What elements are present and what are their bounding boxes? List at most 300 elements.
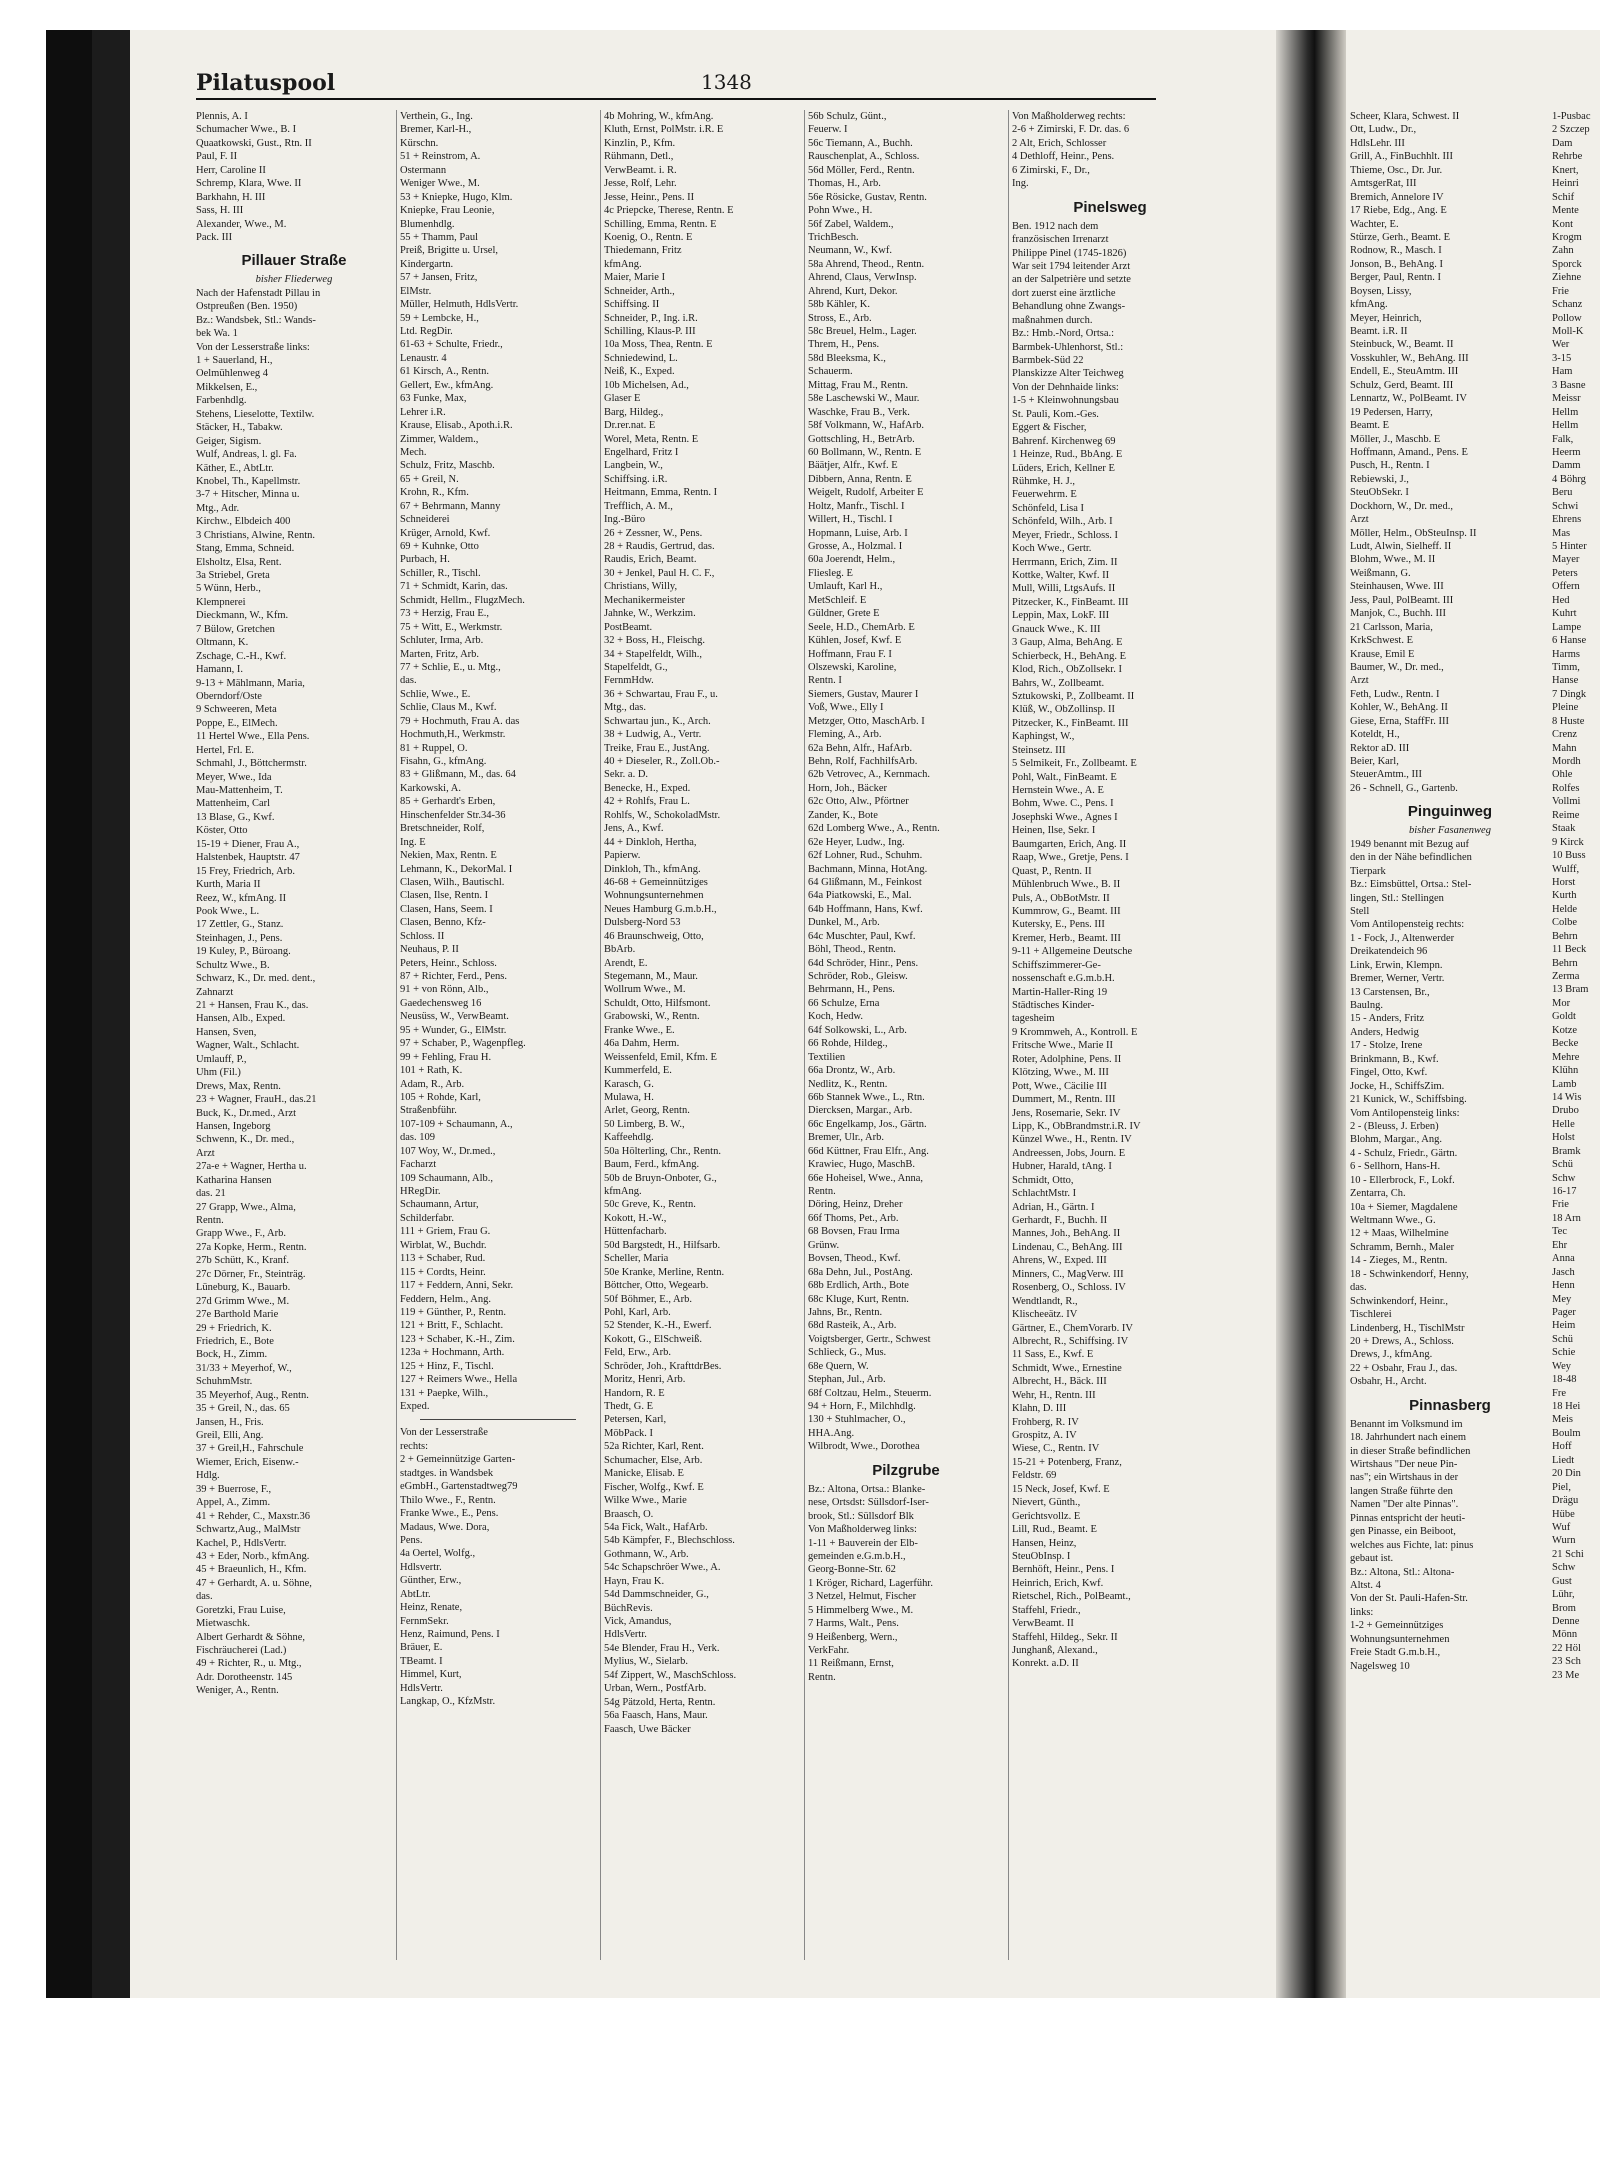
directory-entry: 4 - Schulz, Friedr., Gärtn. — [1350, 1147, 1458, 1159]
directory-entry: Peters — [1552, 567, 1578, 579]
directory-entry: 47 + Gerhardt, A. u. Söhne, — [196, 1577, 312, 1589]
directory-entry: Müller, Helmuth, HdlsVertr. — [400, 299, 519, 311]
directory-entry: lingen, Stl.: Stellingen — [1350, 892, 1444, 904]
directory-entry: 27a-e + Wagner, Hertha u. — [196, 1161, 307, 1173]
directory-entry: Steinhausen, Wwe. III — [1350, 581, 1444, 593]
directory-entry: Wey — [1552, 1360, 1571, 1372]
directory-entry: 20 + Drews, A., Schloss. — [1350, 1335, 1454, 1347]
directory-entry: VerwBeamt. II — [1012, 1618, 1074, 1630]
directory-entry: Kniepke, Frau Leonie, — [400, 205, 495, 217]
directory-entry: Schlie, Wwe., E. — [400, 688, 471, 700]
directory-entry: 67 + Behrmann, Manny — [400, 500, 501, 512]
directory-entry: 2 Szczep — [1552, 124, 1590, 136]
directory-entry: Krause, Emil E — [1350, 648, 1415, 660]
directory-entry: Kachel, P., HdlsVertr. — [196, 1537, 287, 1549]
directory-entry: Mull, Willi, LtgsAufs. II — [1012, 583, 1116, 595]
directory-entry: Lamb — [1552, 1078, 1577, 1090]
directory-entry: Steinsetz. III — [1012, 744, 1066, 756]
directory-entry: Mech. — [400, 446, 427, 458]
directory-entry: welches aus Fichte, lat: pinus — [1350, 1539, 1474, 1551]
directory-entry: Mönn — [1552, 1629, 1578, 1641]
directory-entry: 43 + Eder, Norb., kfmAng. — [196, 1550, 310, 1562]
directory-entry: 50f Böhmer, E., Arb. — [604, 1293, 692, 1305]
directory-entry: gen Pinasse, ein Beiboot, — [1350, 1526, 1456, 1538]
directory-entry: Staffehl, Hildeg., Sekr. II — [1012, 1631, 1118, 1643]
directory-entry: eGmbH., Gartenstadtweg79 — [400, 1481, 518, 1493]
directory-entry: 7 Bülow, Gretchen — [196, 623, 275, 635]
directory-entry: 3-7 + Hitscher, Minna u. — [196, 489, 300, 501]
directory-entry: das. — [196, 1591, 213, 1603]
directory-entry: 66e Hoheisel, Wwe., Anna, — [808, 1172, 923, 1184]
directory-entry: Pohn Wwe., H. — [808, 205, 873, 217]
directory-entry: 4 Böhrg — [1552, 473, 1586, 485]
directory-entry: Schlie, Claus M., Kwf. — [400, 702, 497, 714]
directory-entry: 131 + Paepke, Wilh., — [400, 1387, 489, 1399]
directory-entry: Neusüss, W., VerwBeamt. — [400, 1011, 509, 1023]
directory-entry: 17 Riebe, Edg., Ang. E — [1350, 205, 1447, 217]
directory-entry: Schröder, Joh., KrafttdrBes. — [604, 1360, 722, 1372]
directory-entry: Nievert, Günth., — [1012, 1497, 1081, 1509]
directory-entry: 9-11 + Allgemeine Deutsche — [1012, 946, 1133, 958]
directory-entry: Schw — [1552, 1562, 1576, 1574]
directory-entry: Weißmann, G. — [1350, 567, 1411, 579]
directory-entry: SteuObSekr. I — [1350, 487, 1409, 499]
directory-entry: 10b Michelsen, Ad., — [604, 379, 689, 391]
directory-entry: 4b Mohring, W., kfmAng. — [604, 111, 714, 122]
directory-entry: Hernstein Wwe., A. E — [1012, 785, 1104, 796]
directory-entry: Pager — [1552, 1306, 1576, 1318]
directory-entry: Benannt im Volksmund im — [1350, 1418, 1463, 1430]
directory-entry: Rietschel, Rich., PolBeamt., — [1012, 1591, 1131, 1603]
directory-entry: 105 + Rohde, Karl, — [400, 1091, 481, 1103]
directory-entry: Schneider, P., Ing. i.R. — [604, 312, 698, 324]
directory-entry: Köster, Otto — [196, 825, 248, 837]
directory-entry: Ing.-Büro — [604, 514, 646, 526]
directory-entry: 62a Behn, Alfr., HafArb. — [808, 742, 913, 754]
directory-entry: Gaedechensweg 16 — [400, 997, 482, 1009]
directory-entry: das. — [1350, 1282, 1367, 1294]
directory-entry: 27b Schütt, K., Kranf. — [196, 1255, 290, 1267]
directory-entry: Barmbek-Süd 22 — [1012, 355, 1084, 366]
directory-entry: Pusch, H., Rentn. I — [1350, 460, 1430, 472]
directory-entry: Buck, K., Dr.med., Arzt — [196, 1107, 297, 1119]
directory-entry: 21 Carlsson, Maria, — [1350, 621, 1433, 633]
directory-entry: 56a Faasch, Hans, Maur. — [604, 1710, 708, 1722]
directory-entry: Lampe — [1552, 621, 1582, 633]
directory-entry: Mahn — [1552, 742, 1577, 754]
directory-entry: 3 Gaup, Alma, BehAng. E — [1012, 637, 1123, 649]
directory-entry: Dreikatendeich 96 — [1350, 946, 1428, 958]
directory-entry: 27 Grapp, Wwe., Alma, — [196, 1201, 296, 1213]
directory-entry: 11 Hertel Wwe., Ella Pens. — [196, 731, 310, 743]
directory-entry: Oltmann, K. — [196, 637, 249, 649]
directory-entry: 73 + Herzig, Frau E., — [400, 608, 490, 620]
directory-entry: Trefflich, A. M., — [604, 500, 673, 512]
directory-entry: 66f Thoms, Pet., Arb. — [808, 1212, 899, 1224]
directory-entry: 9 Kirck — [1552, 836, 1584, 848]
directory-entry: Himmel, Kurt, — [400, 1669, 462, 1681]
directory-entry: Krogm — [1552, 231, 1582, 243]
directory-entry: 17 Zettler, G., Stanz. — [196, 919, 284, 931]
directory-entry: 56c Tiemann, A., Buchh. — [808, 137, 913, 149]
directory-entry: Bz.: Hmb.-Nord, Ortsa.: — [1012, 328, 1115, 340]
directory-entry: Farbenhdlg. — [196, 395, 247, 407]
directory-entry: Staffehl, Friedr., — [1012, 1604, 1081, 1616]
directory-entry: 18. Jahrhundert nach einem — [1350, 1432, 1467, 1444]
directory-entry: rechts: — [400, 1440, 428, 1452]
directory-entry: 2-6 + Zimirski, F. Dr. das. 6 — [1012, 124, 1130, 136]
directory-entry: VerwBeamt. i. R. — [604, 164, 677, 176]
facing-page-column — [1350, 110, 1550, 1980]
directory-entry: Rodnow, R., Masch. I — [1350, 245, 1442, 257]
directory-entry: 15 - Anders, Fritz — [1350, 1013, 1425, 1025]
directory-entry: 66 Rohde, Hildeg., — [808, 1038, 888, 1050]
directory-entry: Helle — [1552, 1118, 1575, 1130]
directory-entry: Schilling, Klaus-P. III — [604, 326, 696, 337]
directory-entry: Döring, Heinz, Dreher — [808, 1199, 903, 1211]
directory-entry: 13 Carstensen, Br., — [1350, 986, 1430, 998]
directory-entry: Pinnas entspricht der heuti- — [1350, 1512, 1466, 1524]
directory-entry: 66 Schulze, Erna — [808, 997, 880, 1009]
directory-entry: Mühlenbruch Wwe., B. II — [1012, 879, 1121, 891]
directory-entry: Meyer, Friedr., Schloss. I — [1012, 529, 1119, 541]
directory-entry: Clasen, Ilse, Rentn. I — [400, 890, 489, 902]
directory-entry: Josephski Wwe., Agnes I — [1012, 811, 1118, 823]
directory-entry: 22 Höl — [1552, 1642, 1581, 1654]
directory-entry: 3-15 — [1552, 352, 1572, 364]
directory-entry: 54g Pätzold, Herta, Rentn. — [604, 1696, 716, 1708]
directory-entry: Gnauck Wwe., K. III — [1012, 623, 1101, 635]
directory-entry: 68b Erdlich, Arth., Bote — [808, 1280, 909, 1292]
street-former-name: bisher Fasanenweg — [1409, 825, 1491, 837]
directory-entry: Wulff, — [1552, 863, 1580, 875]
directory-entry: 4c Priepcke, Therese, Rentn. E — [604, 205, 734, 217]
directory-entry: Nedlitz, K., Rentn. — [808, 1078, 888, 1090]
directory-entry: Purbach, H. — [400, 554, 450, 566]
directory-entry: Zimmer, Waldem., — [400, 433, 479, 445]
directory-entry: Planskizze Alter Teichweg — [1012, 368, 1124, 380]
directory-entry: Neiß, K., Exped. — [604, 366, 675, 378]
column-divider — [1008, 110, 1009, 1960]
directory-entry: Benecke, H., Exped. — [604, 782, 691, 794]
directory-entry: Schie — [1552, 1347, 1576, 1359]
directory-entry: Thilo Wwe., F., Rentn. — [400, 1494, 496, 1506]
directory-entry: Kirchw., Elbdeich 400 — [196, 516, 291, 528]
directory-entry: Ahrend, Kurt, Dekor. — [808, 285, 898, 297]
directory-entry: Hayn, Frau K. — [604, 1575, 665, 1587]
directory-entry: Puls, A., ObBotMstr. II — [1012, 892, 1110, 904]
directory-entry: 77 + Schlie, E., u. Mtg., — [400, 661, 501, 673]
directory-entry: Pollow — [1552, 312, 1582, 324]
directory-entry: Dinkloh, Th., kfmAng. — [604, 863, 701, 875]
directory-entry: kfmAng. — [604, 258, 642, 270]
directory-entry: Schlieck, G., Mus. — [808, 1347, 887, 1359]
directory-entry: Holst — [1552, 1132, 1575, 1144]
directory-entry: 51 + Reinstrom, A. — [400, 151, 481, 163]
directory-entry: Jesse, Rolf, Lehr. — [604, 178, 677, 190]
directory-entry: Möller, J., Maschb. E — [1350, 433, 1441, 445]
directory-entry: Stäcker, H., Tabakw. — [196, 422, 283, 434]
directory-entry: BbArb. — [604, 944, 636, 956]
directory-entry: das. 21 — [196, 1188, 226, 1200]
directory-entry: Pens. — [400, 1534, 423, 1546]
directory-entry: Freie Stadt G.m.b.H., — [1350, 1647, 1441, 1659]
directory-entry: 3a Striebel, Greta — [196, 570, 270, 581]
directory-entry: Frie — [1552, 285, 1569, 297]
directory-entry: Schumacher Wwe., B. I — [196, 124, 297, 136]
directory-entry: dort zuerst eine ärztliche — [1012, 287, 1116, 299]
directory-entry: Albert Gerhardt & Söhne, — [196, 1631, 306, 1643]
directory-entry: Barkhahn, H. III — [196, 191, 266, 203]
directory-entry: Rehrbe — [1552, 151, 1583, 163]
directory-entry: brook, Stl.: Süllsdorf Blk — [808, 1510, 914, 1522]
directory-entry: Stephan, Jul., Arb. — [808, 1374, 886, 1386]
column-divider — [600, 110, 601, 1960]
directory-entry: Scheller, Maria — [604, 1253, 669, 1265]
directory-entry: Krause, Elisab., Apoth.i.R. — [400, 420, 513, 432]
directory-entry: Arendt, E. — [604, 957, 648, 969]
street-heading: Pinnasberg — [1409, 1396, 1491, 1414]
directory-entry: Staak — [1552, 823, 1576, 835]
directory-entry: Ziehne — [1552, 272, 1582, 284]
directory-entry: 5 Hinter — [1552, 541, 1587, 552]
directory-entry: 50b de Bruyn-Onboter, G., — [604, 1172, 717, 1184]
directory-entry: 1-Pusbac — [1552, 111, 1591, 122]
directory-entry: 6 Zimirski, F., Dr., — [1012, 164, 1090, 176]
directory-entry: 109 Schaumann, Alb., — [400, 1172, 494, 1184]
directory-entry: Anders, Hedwig — [1350, 1026, 1419, 1038]
directory-entry: Langkap, O., KfzMstr. — [400, 1696, 496, 1708]
directory-entry: 19 Kuley, P., Büroang. — [196, 946, 291, 958]
directory-entry: 65 + Greil, N. — [400, 473, 459, 485]
directory-entry: HRegDir. — [400, 1186, 441, 1197]
directory-entry: Albrecht, H., Bäck. III — [1012, 1376, 1107, 1388]
directory-entry: 101 + Rath, K. — [400, 1065, 463, 1077]
directory-entry: Heinri — [1552, 178, 1579, 190]
directory-entry: Siemers, Gustav, Maurer I — [808, 688, 919, 700]
directory-entry: Denne — [1552, 1616, 1580, 1627]
directory-entry: Facharzt — [400, 1159, 437, 1171]
directory-entry: Rebiewski, J., — [1350, 473, 1409, 485]
directory-entry: Schw — [1552, 1172, 1576, 1184]
directory-entry: Goldt — [1552, 1011, 1576, 1023]
directory-entry: 7 Dingk — [1552, 688, 1587, 700]
directory-entry: 58f Volkmann, W., HafArb. — [808, 420, 924, 432]
directory-entry: Vosskuhler, W., BehAng. III — [1350, 352, 1469, 364]
directory-entry: Feld, Erw., Arb. — [604, 1347, 671, 1359]
directory-entry: Faasch, Uwe Bäcker — [604, 1723, 691, 1735]
directory-entry: Thedt, G. E — [604, 1401, 653, 1412]
page-header — [196, 70, 1156, 100]
directory-entry: Weltmann Wwe., G. — [1350, 1215, 1436, 1226]
directory-entry: 68f Coltzau, Helm., Steuerm. — [808, 1387, 932, 1399]
directory-entry: 19 Pedersen, Harry, — [1350, 406, 1433, 418]
directory-entry: Schwarz, K., Dr. med. dent., — [196, 973, 316, 985]
directory-entry: Langbein, W., — [604, 460, 663, 472]
directory-entry: Meyer, Wwe., Ida — [196, 771, 272, 783]
directory-entry: Frie — [1552, 1199, 1569, 1211]
directory-entry: Endell, E., SteuAmtm. III — [1350, 366, 1459, 378]
directory-entry: Weniger, A., Rentn. — [196, 1685, 279, 1697]
directory-entry: Stapelfeldt, G., — [604, 661, 668, 673]
directory-entry: langen Straße führte den — [1350, 1485, 1453, 1497]
directory-entry: Zentarra, Ch. — [1350, 1188, 1406, 1200]
directory-entry: Raudis, Erich, Beamt. — [604, 554, 697, 566]
directory-entry: Gottschling, H., BetrArb. — [808, 433, 915, 445]
directory-entry: Grünw. — [808, 1239, 840, 1251]
directory-entry: Wiese, C., Rentn. IV — [1012, 1443, 1100, 1455]
directory-entry: Zahnarzt — [196, 986, 234, 998]
directory-entry: 107-109 + Schaumann, A., — [400, 1118, 513, 1130]
directory-entry: Schluter, Irma, Arb. — [400, 635, 484, 647]
directory-entry: Neuhaus, P. II — [400, 944, 459, 956]
directory-entry: in dieser Straße befindlichen — [1350, 1445, 1471, 1457]
directory-entry: War seit 1794 leitender Arzt — [1012, 260, 1131, 272]
directory-entry: Ohle — [1552, 769, 1573, 781]
directory-entry: Franke Wwe., E., Pens. — [400, 1508, 499, 1520]
directory-entry: Schif — [1552, 191, 1575, 203]
directory-entry: Rauschenplat, A., Schloss. — [808, 151, 920, 163]
directory-entry: AmtsgerRat, III — [1350, 178, 1417, 190]
directory-entry: Plennis, A. I — [196, 111, 248, 122]
directory-entry: Koch, Hedw. — [808, 1011, 864, 1023]
directory-entry: Koteldt, H., — [1350, 729, 1400, 741]
directory-entry: Hellm — [1552, 406, 1579, 418]
directory-entry: Knert, — [1552, 164, 1579, 176]
directory-entry: Bachmann, Minna, HotAng. — [808, 863, 928, 875]
directory-entry: Behandlung ohne Zwangs- — [1012, 301, 1126, 313]
directory-entry: Rühmann, Detl., — [604, 151, 674, 163]
directory-entry: Friedrich, E., Bote — [196, 1335, 274, 1347]
directory-entry: Roter, Adolphine, Pens. II — [1012, 1053, 1122, 1065]
directory-entry: FernmHdw. — [604, 675, 654, 687]
directory-entry: 27a Kopke, Herm., Rentn. — [196, 1241, 307, 1253]
adjacent-page-edge — [92, 30, 130, 1998]
directory-entry: Tierpark — [1350, 865, 1386, 877]
directory-entry: Rolfes — [1552, 782, 1580, 794]
directory-entry: Stürze, Gerh., Beamt. E — [1350, 231, 1451, 243]
directory-entry: Frohberg, R. IV — [1012, 1416, 1079, 1428]
directory-entry: Krohn, R., Kfm. — [400, 487, 469, 499]
directory-entry: Horst — [1552, 876, 1576, 888]
directory-entry: Mattenheim, Carl — [196, 798, 271, 810]
directory-entry: das. — [400, 675, 417, 687]
directory-entry: Dr.rer.nat. E — [604, 420, 656, 432]
directory-entry: Lill, Rud., Beamt. E — [1012, 1524, 1097, 1536]
directory-entry: kfmAng. — [604, 1186, 642, 1197]
directory-entry: Goretzki, Frau Luise, — [196, 1604, 286, 1616]
directory-entry: Heinz, Renate, — [400, 1602, 463, 1614]
directory-entry: 50 Limberg, B. W., — [604, 1118, 685, 1130]
directory-entry: Elsholtz, Elsa, Rent. — [196, 556, 282, 568]
directory-entry: Dulsberg-Nord 53 — [604, 917, 681, 929]
directory-entry: Exped. — [400, 1401, 430, 1412]
directory-entry: Horn, Joh., Bäcker — [808, 782, 888, 794]
directory-entry: 68 Bovsen, Frau Irma — [808, 1226, 900, 1238]
directory-entry: Urban, Wern., PostfArb. — [604, 1683, 707, 1695]
directory-entry: Voigtsberger, Gertr., Schwest — [808, 1333, 931, 1345]
directory-entry: Ostermann — [400, 164, 447, 176]
directory-entry: Albrecht, R., Schiffsing. IV — [1012, 1335, 1129, 1347]
directory-entry: 10 - Ellerbrock, F., Lokf. — [1350, 1174, 1455, 1186]
directory-entry: Clasen, Benno, Kfz- — [400, 917, 486, 929]
directory-entry: HHA.Ang. — [808, 1427, 855, 1439]
directory-entry: Herr, Caroline II — [196, 164, 266, 176]
directory-entry: Schiller, R., Tischl. — [400, 567, 481, 579]
directory-entry: Ehr — [1552, 1239, 1568, 1251]
directory-entry: VerkFahr. — [808, 1645, 850, 1656]
directory-entry: Textilien — [808, 1051, 846, 1063]
directory-entry: Von der St. Pauli-Hafen-Str. — [1350, 1593, 1468, 1605]
directory-entry: Hoff — [1552, 1441, 1572, 1453]
section-rule — [420, 1419, 576, 1420]
directory-entry: nossenschaft e.G.m.b.H. — [1012, 973, 1115, 985]
directory-entry: SchlachtMstr. I — [1012, 1188, 1077, 1200]
directory-column-4 — [808, 110, 1004, 1980]
directory-entry: Klahn, D. III — [1012, 1403, 1067, 1415]
directory-entry: 10 Buss — [1552, 850, 1586, 862]
directory-entry: Clasen, Wilh., Bautischl. — [400, 876, 505, 888]
directory-entry: Heinrich, Erich, Kwf. — [1012, 1577, 1104, 1589]
directory-entry: Mayer — [1552, 554, 1580, 566]
directory-entry: Stegemann, M., Maur. — [604, 971, 698, 982]
directory-entry: 63 Funke, Max, — [400, 393, 467, 405]
directory-entry: Karkowski, A. — [400, 782, 461, 794]
directory-entry: Klüß, W., ObZollinsp. II — [1012, 704, 1115, 716]
directory-entry: 64a Piatkowski, E., Mal. — [808, 890, 912, 902]
directory-entry: Heitmann, Emma, Rentn. I — [604, 487, 718, 499]
directory-entry: Blohm, Wwe., M. II — [1350, 554, 1436, 566]
directory-entry: Katharina Hansen — [196, 1174, 272, 1186]
directory-entry: Ott, Ludw., Dr., — [1350, 124, 1417, 136]
directory-entry: 38 + Ludwig, A., Vertr. — [604, 729, 702, 741]
directory-entry: 10a Moss, Thea, Rentn. E — [604, 339, 713, 351]
column-divider — [804, 110, 805, 1960]
directory-entry: Wagner, Walt., Schlacht. — [196, 1040, 300, 1052]
directory-entry: Mas — [1552, 527, 1571, 539]
directory-entry: Schönfeld, Wilh., Arb. I — [1012, 516, 1113, 528]
directory-entry: an der Salpetrière und setzte — [1012, 274, 1131, 286]
directory-entry: kfmAng. — [1350, 299, 1388, 311]
directory-entry: Beru — [1552, 487, 1573, 499]
directory-entry: Gust — [1552, 1575, 1572, 1587]
directory-entry: Möller, Helm., ObSteuInsp. II — [1350, 527, 1477, 539]
directory-entry: Mittag, Frau M., Rentn. — [808, 379, 909, 391]
directory-entry: 17 - Stolze, Irene — [1350, 1040, 1423, 1052]
directory-page-1348 — [130, 30, 1276, 1998]
directory-entry: Klühn — [1552, 1065, 1579, 1077]
directory-entry: 60a Joerendt, Helm., — [808, 554, 896, 566]
directory-entry: Arlet, Georg, Rentn. — [604, 1105, 690, 1117]
directory-entry: 23 Sch — [1552, 1656, 1581, 1668]
directory-entry: Wehr, H., Rentn. III — [1012, 1389, 1096, 1401]
directory-entry: Beamt. E — [1350, 420, 1390, 432]
directory-entry: Mor — [1552, 997, 1571, 1009]
directory-entry: Ahrend, Claus, VerwInsp. — [808, 272, 917, 284]
directory-entry: Kummrow, G., Beamt. III — [1012, 905, 1121, 917]
directory-entry: Wohnungsunternehmen — [1350, 1633, 1450, 1645]
directory-entry: Fischräucherei (Lad.) — [196, 1645, 287, 1656]
directory-entry: 20 Din — [1552, 1468, 1581, 1480]
directory-entry: Wer — [1552, 339, 1570, 351]
directory-entry: Mente — [1552, 205, 1579, 217]
directory-entry: 28 + Raudis, Gertrud, das. — [604, 541, 715, 552]
directory-entry: 66a Drontz, W., Arb. — [808, 1065, 896, 1077]
directory-entry: Jens, Rosemarie, Sekr. IV — [1012, 1107, 1121, 1119]
directory-entry: Schanz — [1552, 299, 1583, 311]
directory-entry: Dibbern, Anna, Rentn. E — [808, 473, 912, 485]
directory-entry: Stehens, Lieselotte, Textilw. — [196, 408, 315, 420]
